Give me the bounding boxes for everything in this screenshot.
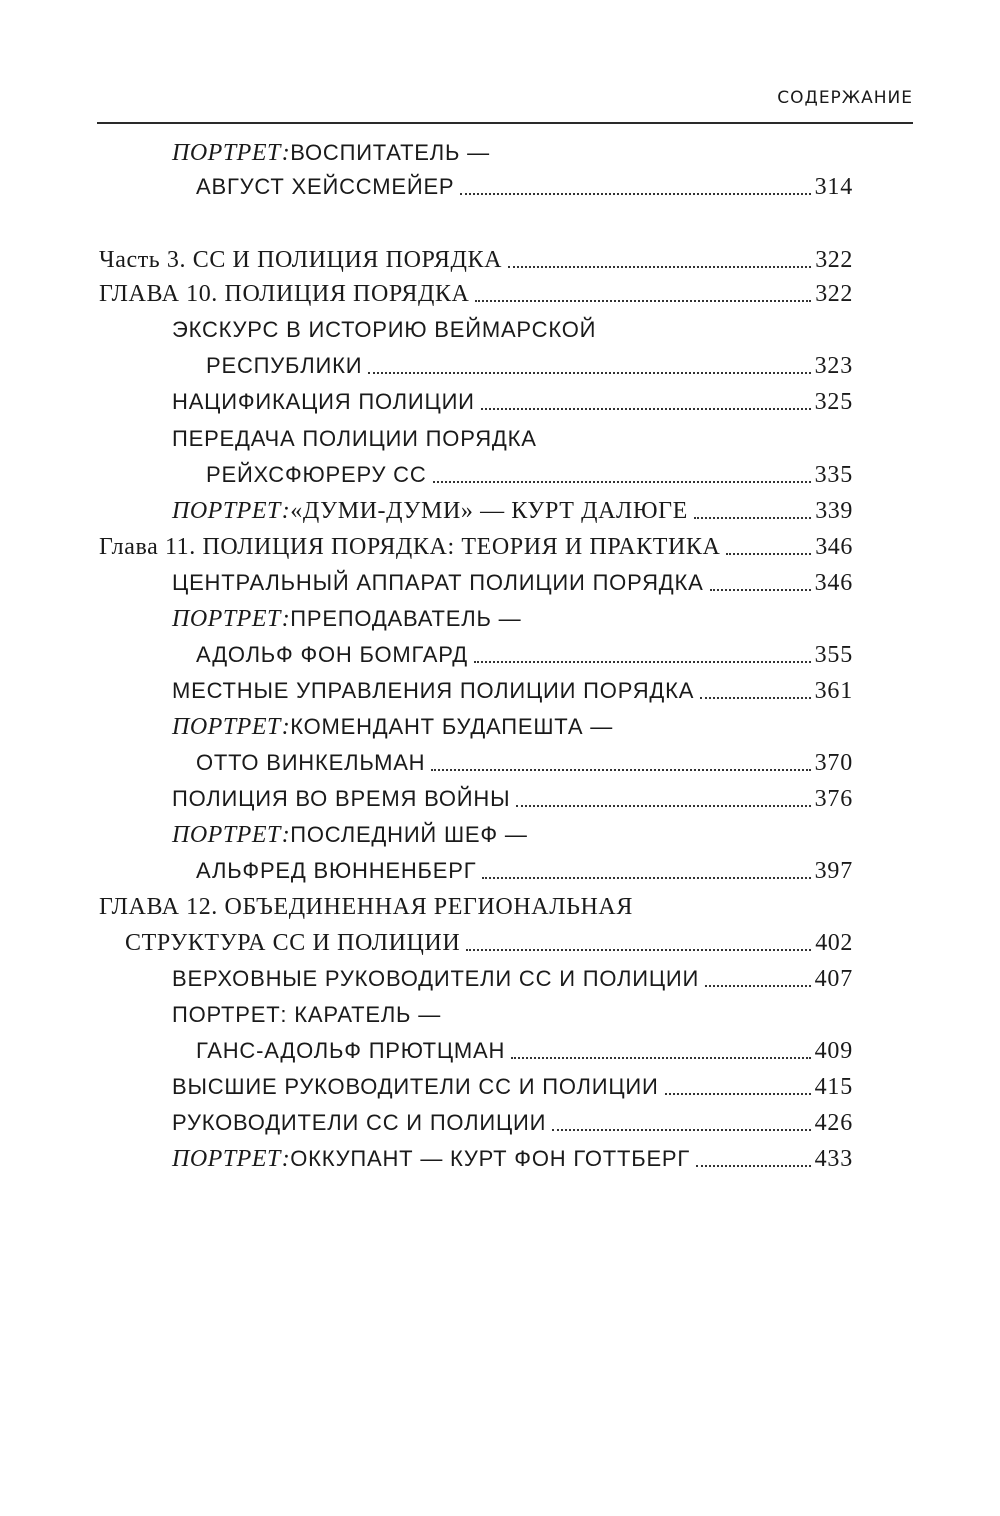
toc-entry[interactable] (172, 674, 853, 708)
toc-entry[interactable] (99, 277, 853, 311)
entry-page-number: 346 (814, 570, 853, 596)
running-header-title: СОДЕРЖАНИЕ (777, 88, 913, 108)
toc-entry[interactable] (172, 385, 853, 419)
dot-leader (481, 408, 811, 410)
toc-entry[interactable] (99, 890, 633, 924)
dot-leader (511, 1057, 810, 1059)
toc-entry[interactable] (172, 998, 441, 1032)
toc-entry[interactable] (172, 1070, 853, 1104)
toc-entry[interactable] (172, 782, 853, 816)
toc-entry[interactable] (172, 710, 613, 744)
entry-title: РУКОВОДИТЕЛИ СС И ПОЛИЦИИ (172, 1110, 547, 1135)
entry-title: АВГУСТ ХЕЙССМЕЙЕР (196, 174, 455, 199)
dot-leader (696, 1165, 810, 1167)
entry-title: ЭКСКУРС В ИСТОРИЮ ВЕЙМАРСКОЙ (172, 317, 597, 342)
dot-leader (552, 1129, 810, 1131)
entry-page-number: 415 (814, 1074, 853, 1100)
dot-leader (368, 372, 810, 374)
entry-title: ОККУПАНТ — КУРТ ФОН ГОТТБЕРГ (290, 1146, 691, 1171)
dot-leader (710, 589, 811, 591)
entry-title: ПЕРЕДАЧА ПОЛИЦИИ ПОРЯДКА (172, 426, 537, 451)
toc-entry[interactable] (172, 566, 853, 600)
entry-page-number: 335 (814, 462, 853, 488)
entry-title: «ДУМИ-ДУМИ» — КУРТ ДАЛЮГЕ (290, 498, 688, 524)
toc-entry[interactable] (196, 746, 853, 780)
toc-entry[interactable] (125, 926, 853, 960)
entry-title: МЕСТНЫЕ УПРАВЛЕНИЯ ПОЛИЦИИ ПОРЯДКА (172, 678, 695, 703)
dot-leader (466, 949, 811, 951)
entry-title: ЦЕНТРАЛЬНЫЙ АППАРАТ ПОЛИЦИИ ПОРЯДКА (172, 570, 704, 595)
entry-title: ОТТО ВИНКЕЛЬМАН (196, 750, 426, 775)
entry-title: Часть 3. СС И ПОЛИЦИЯ ПОРЯДКА (99, 247, 503, 273)
toc-entry[interactable] (196, 854, 853, 888)
entry-prefix: ПОРТРЕТ: (172, 498, 291, 524)
entry-title: РЕЙХСФЮРЕРУ СС (206, 462, 427, 487)
entry-page-number: 426 (814, 1110, 853, 1136)
entry-page-number: 322 (815, 281, 853, 307)
dot-leader (482, 877, 810, 879)
toc-entry[interactable] (206, 349, 853, 383)
entry-title: ВЫСШИЕ РУКОВОДИТЕЛИ СС И ПОЛИЦИИ (172, 1074, 659, 1099)
dot-leader (726, 553, 811, 555)
toc-entry[interactable] (172, 818, 528, 852)
toc-entry[interactable] (172, 1142, 853, 1176)
entry-page-number: 397 (814, 858, 853, 884)
dot-leader (433, 481, 811, 483)
entry-title: ПОРТРЕТ: КАРАТЕЛЬ — (172, 1002, 442, 1027)
entry-page-number: 325 (814, 389, 853, 415)
entry-title: Глава 11. ПОЛИЦИЯ ПОРЯДКА: ТЕОРИЯ И ПРАКТИКА (99, 534, 721, 560)
entry-page-number: 370 (814, 750, 853, 776)
entry-page-number: 339 (815, 498, 853, 524)
entry-page-number: 402 (815, 930, 853, 956)
entry-title: АДОЛЬФ ФОН БОМГАРД (196, 642, 468, 667)
entry-prefix: ПОРТРЕТ: (172, 714, 291, 740)
entry-page-number: 346 (815, 534, 853, 560)
toc-entry[interactable] (206, 458, 853, 492)
entry-title: ВОСПИТАТЕЛЬ — (290, 140, 490, 165)
dot-leader (700, 697, 810, 699)
toc-entry[interactable] (172, 602, 521, 636)
entry-page-number: 376 (814, 786, 853, 812)
entry-page-number: 409 (814, 1038, 853, 1064)
entry-title: КОМЕНДАНТ БУДАПЕШТА — (290, 714, 614, 739)
dot-leader (694, 517, 811, 519)
dot-leader (665, 1093, 811, 1095)
toc-entry[interactable] (172, 136, 490, 170)
toc-entry[interactable] (196, 170, 853, 204)
entry-title: ПОСЛЕДНИЙ ШЕФ — (290, 822, 528, 847)
entry-title: ВЕРХОВНЫЕ РУКОВОДИТЕЛИ СС И ПОЛИЦИИ (172, 966, 700, 991)
dot-leader (508, 266, 811, 268)
dot-leader (460, 193, 810, 195)
entry-prefix: ПОРТРЕТ: (172, 606, 291, 632)
dot-leader (431, 769, 810, 771)
entry-page-number: 407 (814, 966, 853, 992)
entry-title: РЕСПУБЛИКИ (206, 353, 363, 378)
dot-leader (705, 985, 810, 987)
toc-entry[interactable] (172, 1106, 853, 1140)
entry-page-number: 433 (814, 1146, 853, 1172)
entry-prefix: ПОРТРЕТ: (172, 1146, 291, 1172)
entry-page-number: 314 (814, 174, 853, 200)
dot-leader (516, 805, 810, 807)
toc-entry[interactable] (196, 1034, 853, 1068)
entry-title: ГЛАВА 12. ОБЪЕДИНЕННАЯ РЕГИОНАЛЬНАЯ (99, 894, 633, 920)
toc-entry[interactable] (172, 494, 853, 528)
entry-prefix: ПОРТРЕТ: (172, 140, 291, 166)
toc-entry[interactable] (172, 313, 596, 347)
toc-entry[interactable] (99, 530, 853, 564)
toc-entry[interactable] (196, 638, 853, 672)
entry-prefix: ПОРТРЕТ: (172, 822, 291, 848)
entry-title: НАЦИФИКАЦИЯ ПОЛИЦИИ (172, 389, 475, 414)
entry-page-number: 355 (814, 642, 853, 668)
dot-leader (474, 661, 811, 663)
entry-title: СТРУКТУРА СС И ПОЛИЦИИ (125, 930, 461, 956)
entry-page-number: 361 (814, 678, 853, 704)
entry-title: АЛЬФРЕД ВЮННЕНБЕРГ (196, 858, 477, 883)
toc-entry[interactable] (172, 422, 537, 456)
toc-entry[interactable] (99, 243, 853, 277)
entry-title: ГЛАВА 10. ПОЛИЦИЯ ПОРЯДКА (99, 281, 470, 307)
entry-page-number: 322 (815, 247, 853, 273)
toc-entry[interactable] (172, 962, 853, 996)
entry-title: ПОЛИЦИЯ ВО ВРЕМЯ ВОЙНЫ (172, 786, 511, 811)
entry-title: ПРЕПОДАВАТЕЛЬ — (290, 606, 522, 631)
entry-title: ГАНС-АДОЛЬФ ПРЮТЦМАН (196, 1038, 506, 1063)
entry-page-number: 323 (814, 353, 853, 379)
dot-leader (475, 300, 811, 302)
